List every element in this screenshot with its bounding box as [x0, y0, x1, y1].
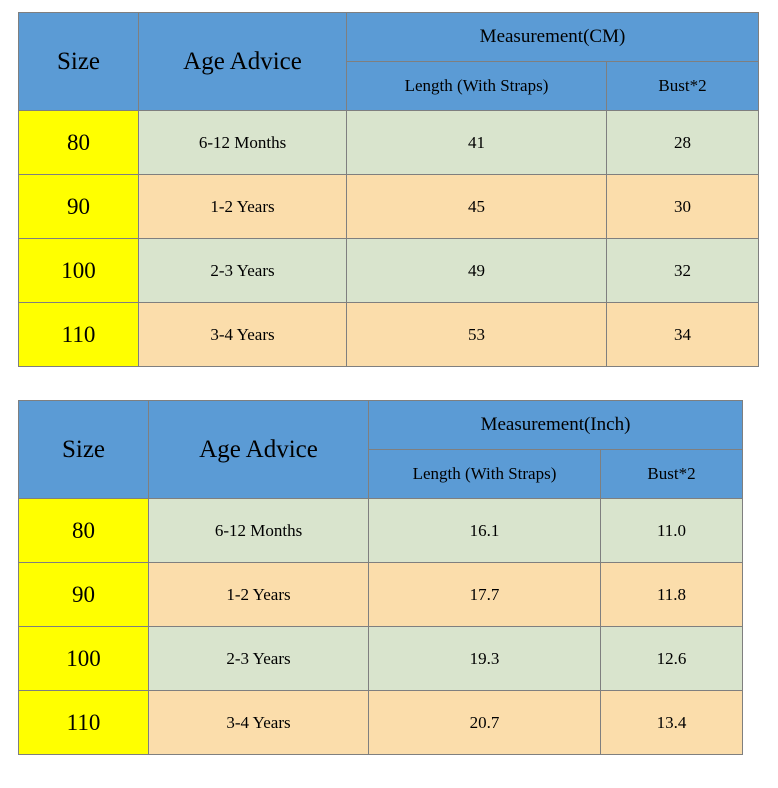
cell-age: 3-4 Years — [149, 691, 369, 755]
cell-size: 100 — [19, 627, 149, 691]
header-age-advice: Age Advice — [139, 13, 347, 111]
header-length: Length (With Straps) — [369, 450, 601, 499]
cell-age: 3-4 Years — [139, 303, 347, 367]
cell-bust: 28 — [607, 111, 759, 175]
cell-bust: 30 — [607, 175, 759, 239]
table-header-cm — [19, 13, 759, 111]
header-row-top — [19, 13, 759, 62]
cell-length: 49 — [347, 239, 607, 303]
header-row-top — [19, 401, 743, 450]
table-row — [19, 175, 759, 239]
cell-length: 19.3 — [369, 627, 601, 691]
cell-size: 110 — [19, 303, 139, 367]
cell-bust: 34 — [607, 303, 759, 367]
size-table-cm-wrapper — [18, 12, 759, 367]
table-row — [19, 563, 743, 627]
cell-size: 110 — [19, 691, 149, 755]
header-size: Size — [19, 401, 149, 499]
header-length: Length (With Straps) — [347, 62, 607, 111]
table-header-inch — [19, 401, 743, 499]
cell-size: 100 — [19, 239, 139, 303]
table-row — [19, 499, 743, 563]
cell-bust: 12.6 — [601, 627, 743, 691]
cell-age: 2-3 Years — [149, 627, 369, 691]
cell-length: 41 — [347, 111, 607, 175]
cell-size: 90 — [19, 563, 149, 627]
cell-age: 6-12 Months — [149, 499, 369, 563]
header-measurement: Measurement(Inch) — [369, 401, 743, 450]
cell-length: 45 — [347, 175, 607, 239]
header-measurement: Measurement(CM) — [347, 13, 759, 62]
header-age-advice: Age Advice — [149, 401, 369, 499]
cell-length: 53 — [347, 303, 607, 367]
table-body-inch — [19, 499, 743, 755]
cell-age: 1-2 Years — [149, 563, 369, 627]
cell-age: 2-3 Years — [139, 239, 347, 303]
cell-bust: 32 — [607, 239, 759, 303]
header-size: Size — [19, 13, 139, 111]
cell-length: 20.7 — [369, 691, 601, 755]
cell-length: 16.1 — [369, 499, 601, 563]
cell-bust: 13.4 — [601, 691, 743, 755]
cell-bust: 11.0 — [601, 499, 743, 563]
cell-age: 1-2 Years — [139, 175, 347, 239]
cell-size: 80 — [19, 499, 149, 563]
cell-size: 90 — [19, 175, 139, 239]
table-body-cm — [19, 111, 759, 367]
cell-size: 80 — [19, 111, 139, 175]
header-bust: Bust*2 — [601, 450, 743, 499]
header-bust: Bust*2 — [607, 62, 759, 111]
cell-bust: 11.8 — [601, 563, 743, 627]
size-table-cm — [18, 12, 759, 367]
table-row — [19, 627, 743, 691]
table-row — [19, 303, 759, 367]
table-row — [19, 691, 743, 755]
table-row — [19, 111, 759, 175]
size-table-inch-wrapper — [18, 400, 743, 755]
size-table-inch — [18, 400, 743, 755]
cell-length: 17.7 — [369, 563, 601, 627]
table-row — [19, 239, 759, 303]
cell-age: 6-12 Months — [139, 111, 347, 175]
